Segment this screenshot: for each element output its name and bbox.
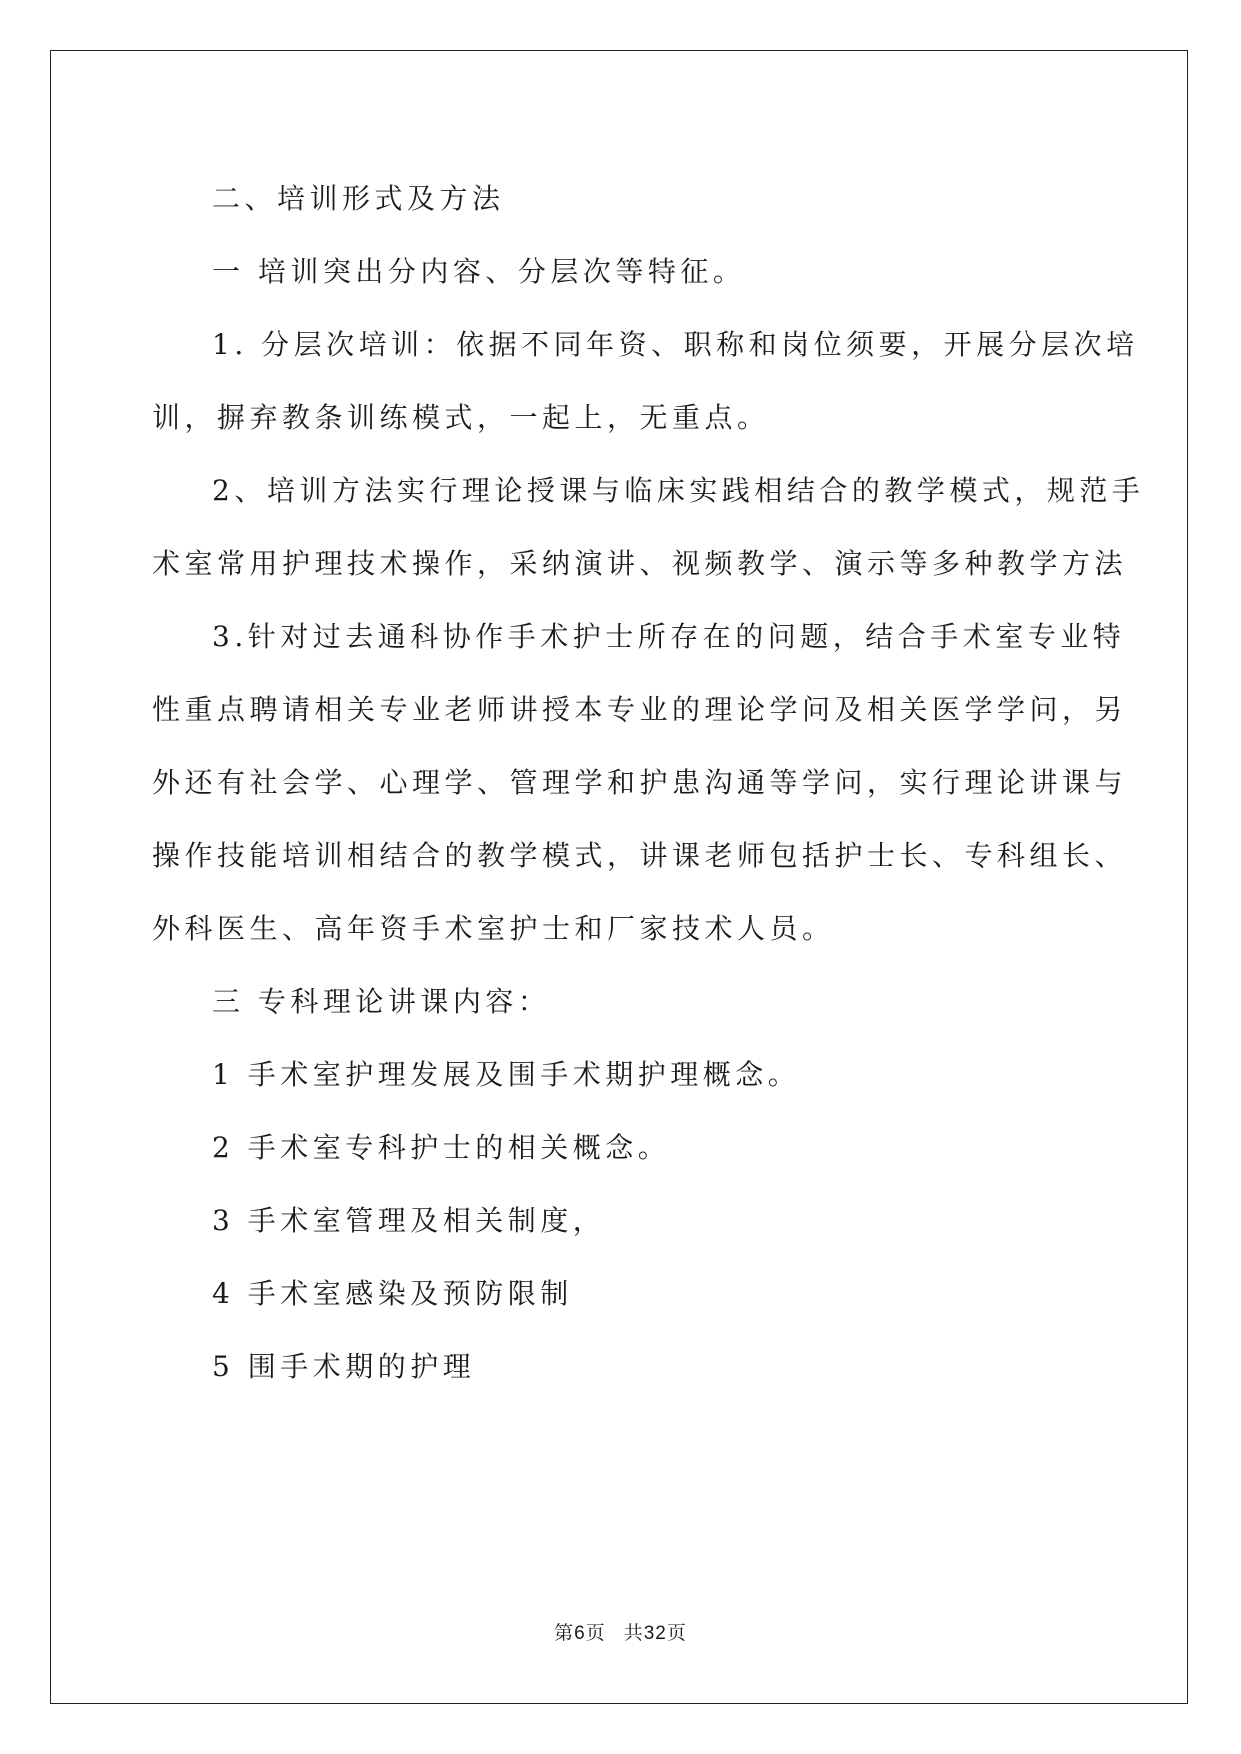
page-footer [0,1618,1241,1645]
list-item: 4 手术室感染及预防限制 [212,1277,573,1310]
total-pages: 32 [643,1623,667,1644]
document-body [152,162,1145,1403]
total-suffix: 页 [666,1622,687,1644]
list-item: 1 手术室护理发展及围手术期护理概念。 [212,1058,801,1091]
paragraph-line: 外还有社会学、心理学、管理学和护患沟通等学问，实行理论讲课与 [152,766,1128,799]
paragraph-line: 性重点聘请相关专业老师讲授本专业的理论学问及相关医学学问，另 [152,693,1128,726]
paragraph-line: 外科医生、高年资手术室护士和厂家技术人员。 [152,912,835,945]
page-suffix: 页 [585,1622,606,1644]
section-one-heading: 一 培训突出分内容、分层次等特征。 [212,255,746,288]
list-item: 3 手术室管理及相关制度， [212,1204,606,1237]
page-prefix: 第 [554,1622,575,1644]
total-prefix: 共 [623,1622,644,1644]
page-number: 6 [574,1623,586,1644]
paragraph-line: 1. 分层次培训：依据不同年资、职称和岗位须要，开展分层次培 [212,328,1139,361]
heading-training-form: 二、培训形式及方法 [212,182,505,215]
section-three-heading: 三 专科理论讲课内容： [212,985,551,1018]
paragraph-line: 操作技能培训相结合的教学模式，讲课老师包括护士长、专科组长、 [152,839,1128,872]
paragraph-line: 术室常用护理技术操作，采纳演讲、视频教学、演示等多种教学方法 [152,547,1128,580]
paragraph-line: 3.针对过去通科协作手术护士所存在的问题，结合手术室专业特 [212,620,1126,653]
list-item: 2 手术室专科护士的相关概念。 [212,1131,671,1164]
list-item: 5 围手术期的护理 [212,1350,476,1383]
paragraph-line: 2、培训方法实行理论授课与临床实践相结合的教学模式，规范手 [212,474,1145,507]
paragraph-line: 训，摒弃教条训练模式，一起上，无重点。 [152,401,770,434]
